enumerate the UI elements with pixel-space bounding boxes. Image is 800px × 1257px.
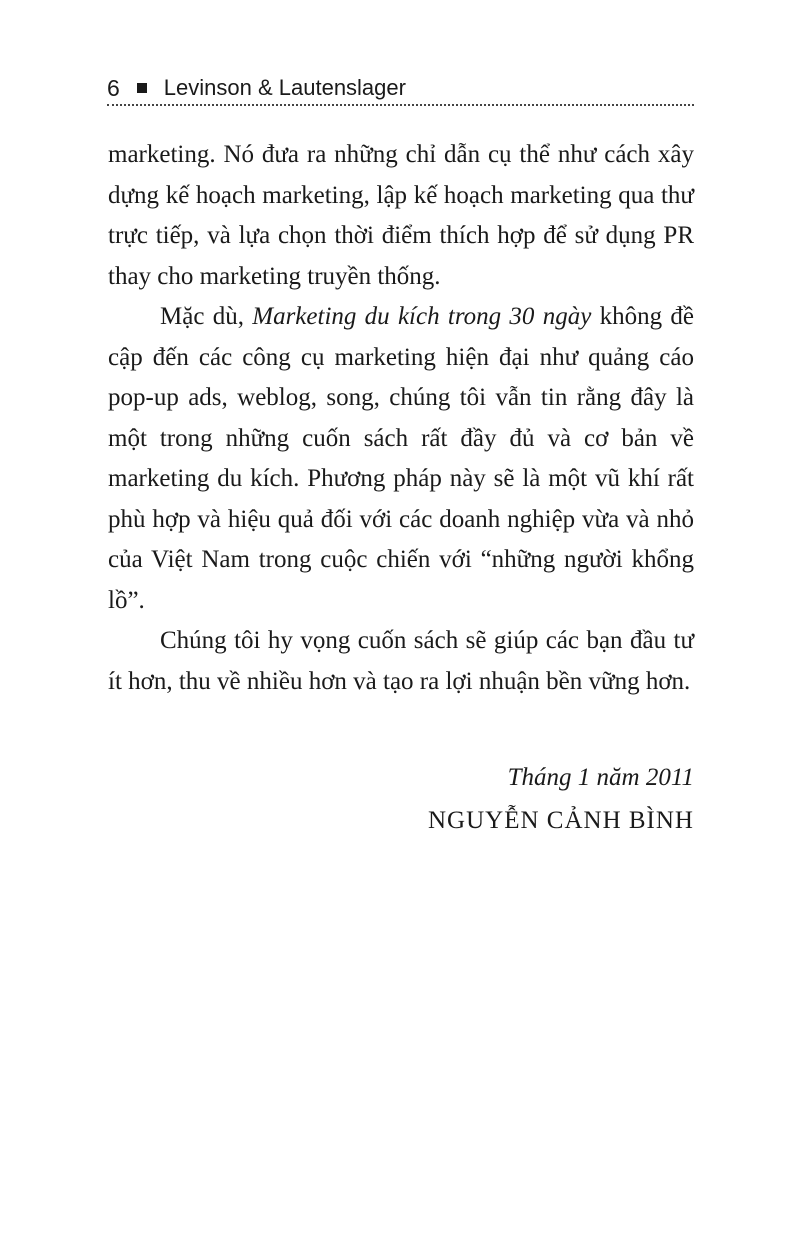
running-header-authors: Levinson & Lautenslager bbox=[163, 75, 406, 100]
paragraph-lead-in: Mặc dù, bbox=[160, 303, 253, 330]
paragraph-rest: không đề cập đến các công cụ marketing hiện đại như quảng cáo pop-up ads, weblog, song, chúng tôi vẫn tin rằng đây là một trong những cuốn sách rất đầy đủ và cơ bản về marketing du kích. Phương pháp này sẽ là một vũ khí rất phù hợp và hiệu quả đối với các doanh nghiệp vừa và nhỏ của Việt Nam trong cuộc chiến với “những người khổng lồ”. bbox=[108, 303, 694, 614]
paragraph-closing: Chúng tôi hy vọng cuốn sách sẽ giúp các bạn đầu tư ít hơn, thu về nhiều hơn và tạo ra lợi nhuận bền vững hơn. bbox=[108, 627, 694, 695]
signature-block bbox=[428, 756, 694, 842]
body-text bbox=[108, 135, 694, 702]
signature-name: NGUYỄN CẢNH BÌNH bbox=[428, 807, 694, 834]
signature-date: Tháng 1 năm 2011 bbox=[507, 764, 694, 791]
paragraph-book-description bbox=[108, 297, 694, 621]
running-header bbox=[107, 72, 694, 104]
book-title: Marketing du kích trong 30 ngày bbox=[252, 303, 592, 330]
square-bullet-icon bbox=[137, 83, 147, 93]
paragraph-continuation: marketing. Nó đưa ra những chỉ dẫn cụ thể như cách xây dựng kế hoạch marketing, lập kế hoạch marketing qua thư trực tiếp, và lựa chọn thời điểm thích hợp để sử dụng PR thay cho marketing truyền thống. bbox=[108, 141, 694, 290]
dotted-header-divider bbox=[107, 104, 694, 106]
page-number: 6 bbox=[107, 74, 120, 101]
